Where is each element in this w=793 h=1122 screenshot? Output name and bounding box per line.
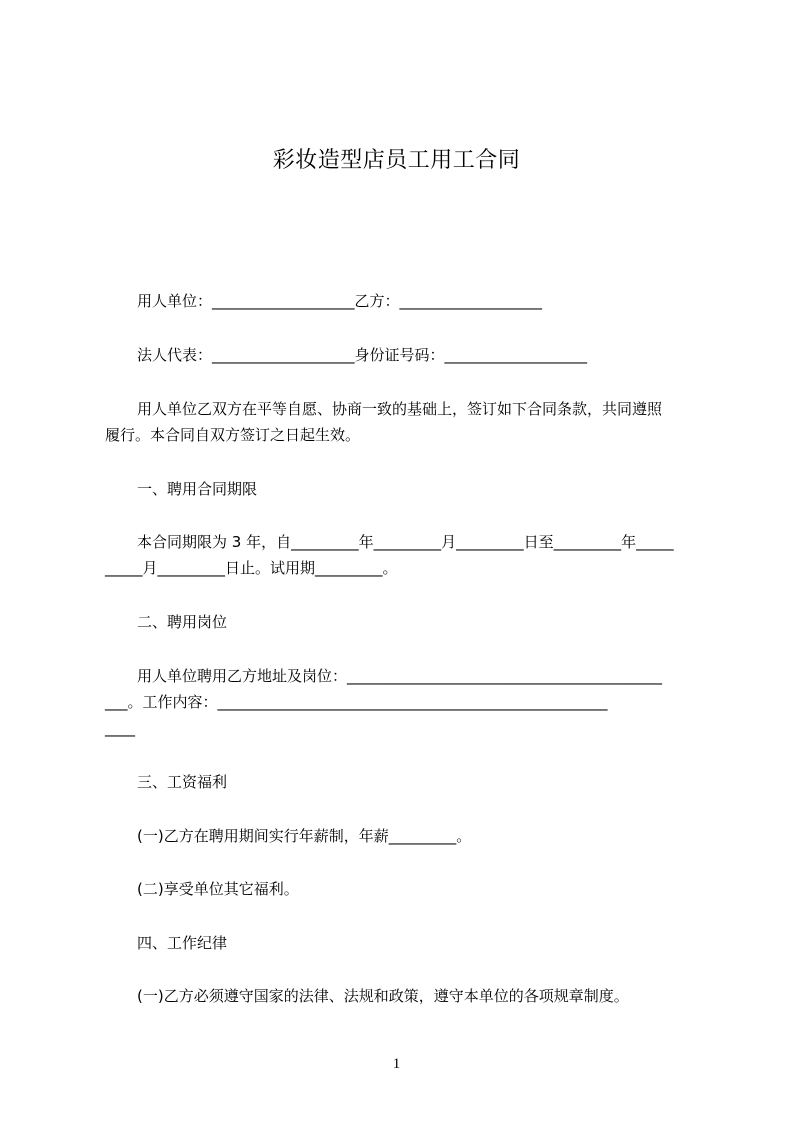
position-line-3: ____: [105, 719, 135, 737]
position-line-1: 用人单位聘用乙方地址及岗位：__________________________________________: [137, 667, 663, 685]
section-3-heading: 三、工资福利: [137, 773, 228, 791]
salary-clause: (一)乙方在聘用期间实行年薪制，年薪_________。: [137, 827, 472, 845]
position-line-2: ___。工作内容：____________________________________________________: [105, 693, 608, 711]
contract-term-line-2: _____月_________日止。试用期_________。: [105, 559, 398, 577]
discipline-clause-1: (一)乙方必须遵守国家的法律、法规和政策，遵守本单位的各项规章制度。: [137, 987, 629, 1005]
section-2-heading: 二、聘用岗位: [137, 613, 228, 631]
benefits-clause: (二)享受单位其它福利。: [137, 880, 299, 898]
page-number: 1: [392, 1056, 401, 1072]
document-title: 彩妆造型店员工用工合同: [272, 148, 521, 173]
section-4-heading: 四、工作纪律: [137, 934, 228, 952]
legal-rep-and-id-line: 法人代表：___________________身份证号码：___________________: [137, 346, 588, 364]
employer-and-party-b-line: 用人单位：___________________乙方：___________________: [137, 292, 543, 310]
contract-term-line-1: 本合同期限为 3 年，自_________年_________月_________日至_________年_____: [137, 533, 674, 551]
section-1-heading: 一、聘用合同期限: [137, 480, 258, 498]
preamble-line-1: 用人单位乙双方在平等自愿、协商一致的基础上，签订如下合同条款，共同遵照: [137, 400, 663, 418]
preamble-line-2: 履行。本合同自双方签订之日起生效。: [105, 426, 361, 444]
